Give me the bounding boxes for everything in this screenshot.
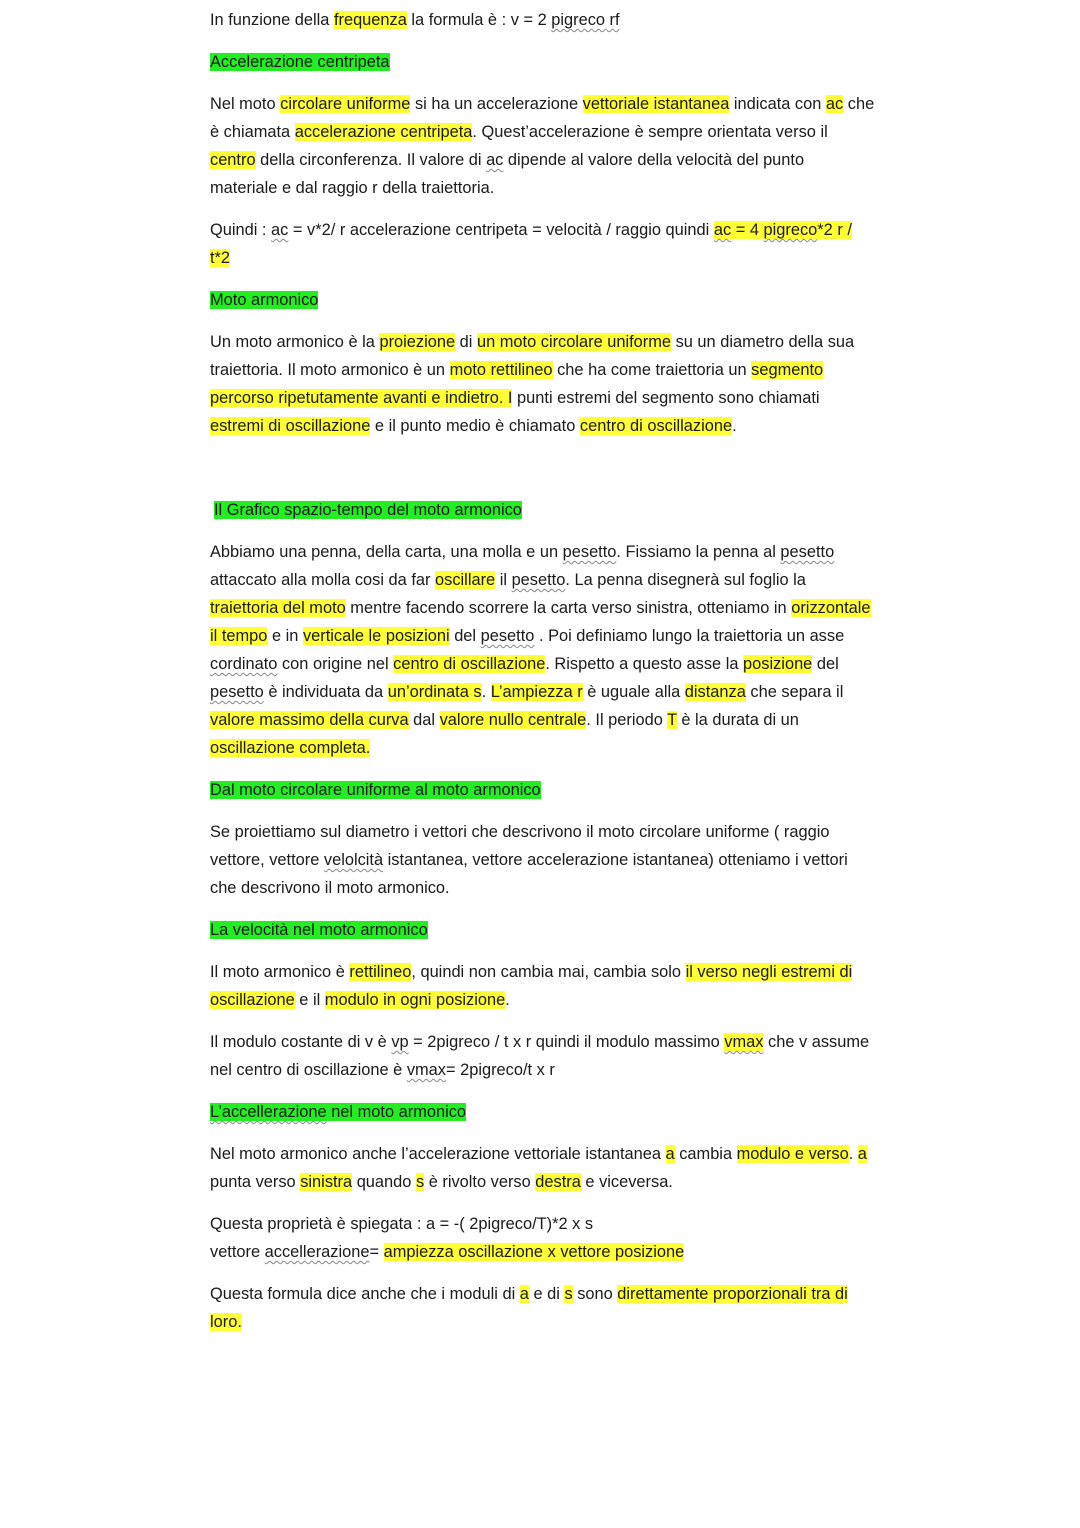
- text-run: Il moto armonico è: [210, 963, 350, 981]
- text-run: e viceversa.: [580, 1173, 673, 1191]
- highlighted-text: un’ordinata s: [387, 683, 482, 701]
- text-run: Quindi :: [210, 221, 272, 239]
- text-run: , quindi non cambia mai, cambia solo: [411, 963, 686, 981]
- text-run: che ha come traiettoria un: [552, 361, 752, 379]
- paragraph: [210, 1210, 875, 1266]
- text-run: . Il periodo: [586, 711, 668, 729]
- text-run: velolcità: [323, 851, 384, 869]
- highlighted-text: s: [415, 1173, 425, 1191]
- text-run: che separa il: [745, 683, 844, 701]
- text-run: vettore: [210, 1243, 265, 1261]
- text-run: = 2pigreco / t x r quindi il modulo massimo: [408, 1033, 725, 1051]
- highlighted-text: modulo in ogni posizione: [324, 991, 506, 1009]
- highlighted-text: oscillazione completa.: [210, 739, 371, 757]
- highlighted-text: pigreco: [763, 221, 818, 239]
- highlighted-text: Dal moto circolare uniforme al moto armonico: [210, 781, 541, 799]
- section-heading: [210, 1098, 875, 1126]
- highlighted-text: moto rettilineo: [449, 361, 553, 379]
- text-run: è individuata da: [263, 683, 388, 701]
- text-run: Abbiamo una penna, della carta, una molla e un: [210, 543, 563, 561]
- paragraph: [210, 818, 875, 902]
- highlighted-text: Moto armonico: [210, 291, 319, 309]
- text-run: è uguale alla: [582, 683, 685, 701]
- text-run: ac: [271, 221, 289, 239]
- section-heading: [210, 48, 875, 76]
- highlighted-text: accelerazione centripeta: [294, 123, 473, 141]
- highlighted-text: frequenza: [333, 11, 407, 29]
- text-run: di: [455, 333, 477, 351]
- text-run: .: [481, 683, 491, 701]
- paragraph: [210, 1140, 875, 1196]
- highlighted-text: L’accellerazione: [210, 1103, 327, 1121]
- text-run: è rivolto verso: [424, 1173, 536, 1191]
- text-run: si ha un accelerazione: [410, 95, 583, 113]
- highlighted-text: L’ampiezza r: [490, 683, 583, 701]
- highlighted-text: destra: [535, 1173, 581, 1191]
- paragraph: [210, 216, 875, 272]
- text-run: . Rispetto a questo asse la: [545, 655, 744, 673]
- highlighted-text: estremi di oscillazione: [210, 417, 371, 435]
- text-run: .: [505, 991, 510, 1009]
- section-heading: [210, 916, 875, 944]
- highlighted-text: oscillare: [435, 571, 496, 589]
- text-run: dipende al valore della velocità del punto materiale e dal raggio r della traiettoria.: [210, 151, 805, 197]
- highlighted-text: distanza: [684, 683, 746, 701]
- text-run: cordinato: [210, 655, 278, 673]
- text-run: pesetto: [511, 571, 566, 589]
- highlighted-text: segmento percorso ripetutamente avanti e indietro. I: [210, 361, 824, 407]
- text-run: il: [495, 571, 512, 589]
- text-run: vmax: [406, 1061, 446, 1079]
- paragraph: [210, 1028, 875, 1084]
- highlighted-text: s: [564, 1285, 573, 1303]
- highlighted-text: Accelerazione centripeta: [210, 53, 390, 71]
- text-run: attaccato alla molla cosi da far: [210, 571, 436, 589]
- text-run: e il: [294, 991, 325, 1009]
- highlighted-text: valore massimo della curva: [210, 711, 409, 729]
- text-run: Un moto armonico è la: [210, 333, 380, 351]
- highlighted-text: centro: [210, 151, 256, 169]
- highlighted-text: il verso negli estremi di oscillazione: [210, 963, 853, 1009]
- paragraph: [210, 1280, 875, 1336]
- text-run: . La penna disegnerà sul foglio la: [565, 571, 806, 589]
- highlighted-text: La velocità nel moto armonico: [210, 921, 428, 939]
- highlighted-text: ac: [713, 221, 732, 239]
- text-run: pesetto: [210, 683, 264, 701]
- highlighted-text: = 4: [731, 221, 764, 239]
- text-run: e in: [267, 627, 303, 645]
- text-run: accellerazione: [264, 1243, 370, 1261]
- text-run: . Poi definiamo lungo la traiettoria un asse: [534, 627, 845, 645]
- highlighted-text: vettoriale istantanea: [582, 95, 730, 113]
- highlighted-text: valore nullo centrale: [439, 711, 587, 729]
- highlighted-text: ac: [825, 95, 844, 113]
- document-body: [210, 6, 875, 1336]
- highlighted-text: sinistra: [300, 1173, 353, 1191]
- text-run: quando: [352, 1173, 416, 1191]
- highlighted-text: un moto circolare uniforme: [476, 333, 672, 351]
- highlighted-text: verticale le posizioni: [302, 627, 450, 645]
- highlighted-text: Il Grafico spazio-tempo del moto armonico: [214, 501, 522, 519]
- highlighted-text: proiezione: [379, 333, 456, 351]
- text-run: . Fissiamo la penna al: [616, 543, 781, 561]
- paragraph: [210, 6, 875, 34]
- text-run: punta verso: [210, 1173, 301, 1191]
- text-run: con origine nel: [277, 655, 394, 673]
- text-run: del: [812, 655, 839, 673]
- text-run: sono: [572, 1285, 618, 1303]
- text-run: =: [369, 1243, 384, 1261]
- highlighted-text: direttamente proporzionali tra di loro.: [210, 1285, 848, 1331]
- highlighted-text: a: [519, 1285, 529, 1303]
- text-run: = v*2/ r accelerazione centripeta = velocità / raggio quindi: [288, 221, 714, 239]
- text-run: che è chiamata: [210, 95, 875, 141]
- text-run: Nel moto armonico anche l’accelerazione vettoriale istantanea: [210, 1145, 666, 1163]
- paragraph: [210, 538, 875, 762]
- text-run: su un diametro della sua traiettoria. Il moto armonico è un: [210, 333, 855, 379]
- text-run: .: [848, 1145, 858, 1163]
- highlighted-text: modulo e verso: [736, 1145, 849, 1163]
- text-run: pesetto: [562, 543, 617, 561]
- text-run: del: [449, 627, 481, 645]
- paragraph: [210, 328, 875, 440]
- paragraph: [210, 958, 875, 1014]
- text-run: pigreco rf: [551, 11, 620, 29]
- text-run: cambia: [674, 1145, 737, 1163]
- text-run: Il modulo costante di v è: [210, 1033, 392, 1051]
- text-run: Nel moto: [210, 95, 281, 113]
- highlighted-text: nel moto armonico: [326, 1103, 467, 1121]
- highlighted-text: a: [857, 1145, 867, 1163]
- text-run: istantanea, vettore accelerazione istantanea) otteniamo i vettori che descrivono il moto armonico.: [210, 851, 848, 897]
- text-run: pesetto: [480, 627, 535, 645]
- text-run: dal: [408, 711, 440, 729]
- text-run: = 2pigreco/t x r: [445, 1061, 555, 1079]
- section-heading: [210, 286, 875, 314]
- highlighted-text: T: [667, 711, 677, 729]
- text-run: indicata con: [729, 95, 826, 113]
- text-run: pesetto: [780, 543, 835, 561]
- text-run: . Quest’accelerazione è sempre orientata verso il: [472, 123, 828, 141]
- text-run: che v assume nel centro di oscillazione è: [210, 1033, 870, 1079]
- section-heading: [210, 496, 875, 524]
- text-run: Questa formula dice anche che i moduli di: [210, 1285, 520, 1303]
- highlighted-text: ampiezza oscillazione x vettore posizione: [383, 1243, 685, 1261]
- text-run: .: [732, 417, 737, 435]
- highlighted-text: orizzontale il tempo: [210, 599, 871, 645]
- section-heading: [210, 776, 875, 804]
- text-run: punti estremi del segmento sono chiamati: [512, 389, 820, 407]
- text-run: Questa proprietà è spiegata : a = -( 2pigreco/T)*2 x s: [210, 1215, 594, 1233]
- text-run: della circonferenza. Il valore di: [255, 151, 487, 169]
- highlighted-text: traiettoria del moto: [210, 599, 346, 617]
- highlighted-text: circolare uniforme: [280, 95, 411, 113]
- text-run: vp: [391, 1033, 409, 1051]
- text-run: Se proiettiamo sul diametro i vettori che descrivono il moto circolare uniforme ( raggio vettore, vettore: [210, 823, 830, 869]
- highlighted-text: vmax: [724, 1033, 764, 1051]
- text-run: mentre facendo scorrere la carta verso sinistra, otteniamo in: [345, 599, 792, 617]
- text-run: è la durata di un: [676, 711, 799, 729]
- paragraph: [210, 90, 875, 202]
- highlighted-text: posizione: [743, 655, 813, 673]
- text-run: ac: [486, 151, 504, 169]
- text-run: la formula è : v = 2: [406, 11, 552, 29]
- text-run: e il punto medio è chiamato: [370, 417, 580, 435]
- highlighted-text: a: [665, 1145, 675, 1163]
- highlighted-text: rettilineo: [349, 963, 412, 981]
- text-run: e di: [528, 1285, 565, 1303]
- text-run: In funzione della: [210, 11, 334, 29]
- highlighted-text: centro di oscillazione: [393, 655, 546, 673]
- highlighted-text: *2 r / t*2: [210, 221, 852, 267]
- highlighted-text: centro di oscillazione: [579, 417, 733, 435]
